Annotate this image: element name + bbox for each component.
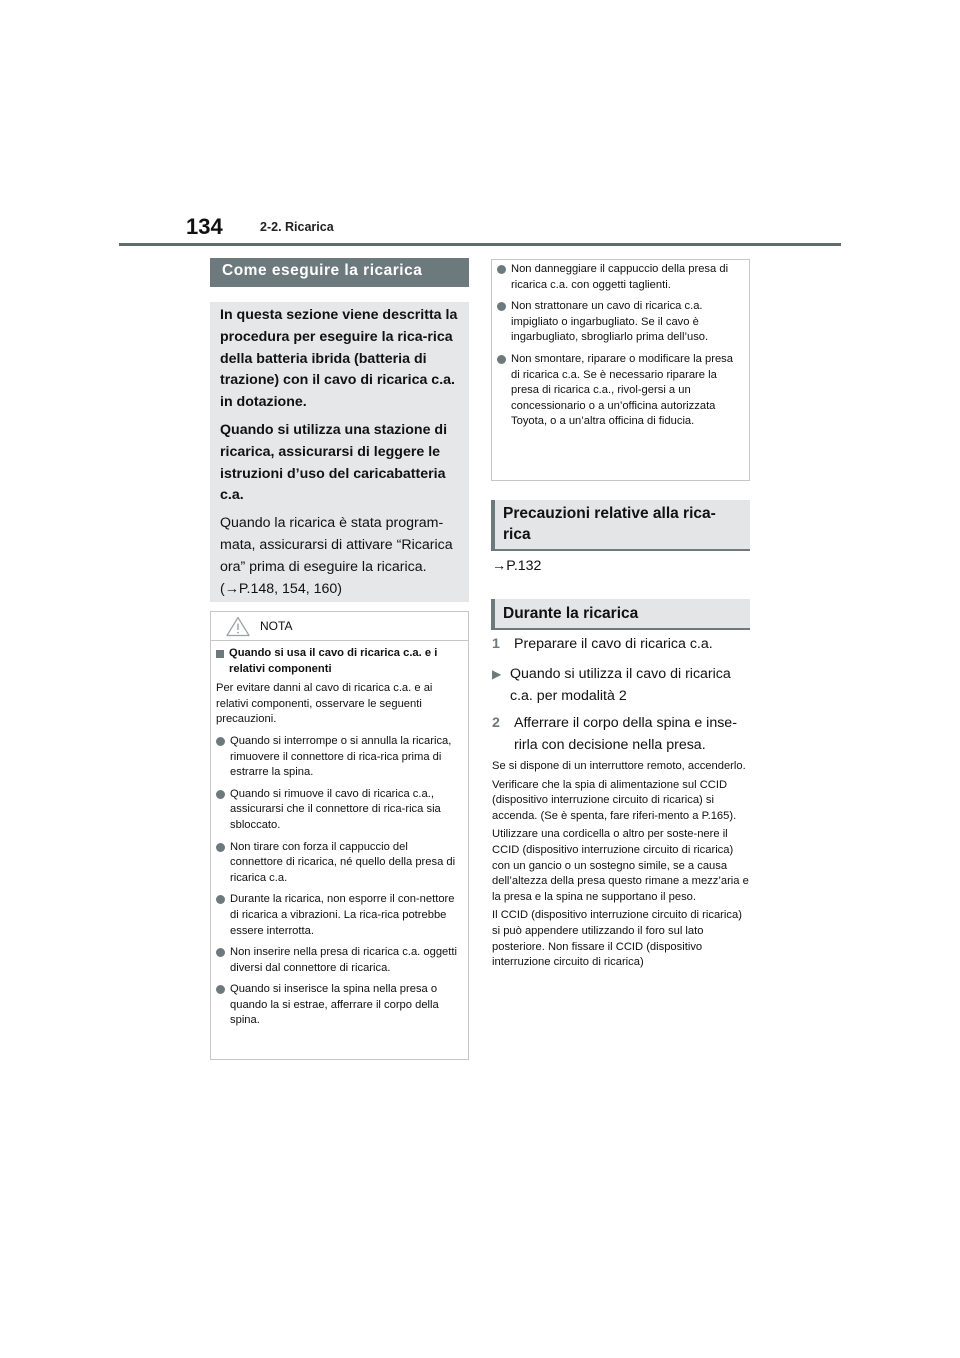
nota-header (211, 612, 468, 641)
continuation-bullet-list (497, 262, 743, 430)
step-1 (492, 636, 713, 652)
list-item: Quando si rimuove il cavo di ricarica c.a., assicurarsi che il connettore di rica-rica sia sbloccato. (216, 787, 462, 834)
step-number: 1 (492, 636, 500, 652)
section-label: 2-2. Ricarica (260, 220, 334, 234)
nota-continuation-box (491, 259, 750, 481)
page-reference: →P.132 (492, 558, 542, 574)
list-item: Durante la ricarica, non esporre il con-nettore di ricarica a vibrazioni. La rica-rica potrebbe essere interrotta. (216, 892, 462, 939)
paragraph: Se si dispone di un interruttore remoto, accenderlo. (492, 760, 746, 772)
bullet-icon (216, 985, 225, 994)
step-text: Afferrare il corpo della spina e inse-rirla con decisione nella presa. (514, 715, 737, 753)
header-rule (119, 243, 841, 246)
paragraph: Utilizzare una cordicella o altro per soste-nere il CCID (dispositivo interruzione circuito di ricarica) con un gancio o un sostegno simile, se a causa dell’altezza della presa questo rimane a mezz’aria e la presa e la spina ne supportano il peso. (492, 828, 749, 903)
list-item: Quando si inserisce la spina nella presa o quando la si estrae, afferrare il corpo della spina. (216, 982, 462, 1029)
list-item: Non strattonare un cavo di ricarica c.a. impigliato o ingarbugliato. Se il cavo è ingarbugliato, sbrogliarlo prima dell’uso. (497, 299, 743, 346)
bullet-icon (497, 265, 506, 274)
section-title-precauzioni: Precauzioni relative alla rica-rica (491, 500, 750, 551)
intro-paragraph-3: Quando la ricarica è stata program-mata, assicurarsi di attivare “Ricarica ora” prima di eseguire la ricarica. (→P.148, 154, 160) (220, 515, 453, 597)
bullet-icon (216, 948, 225, 957)
warning-triangle-icon (226, 616, 250, 637)
paragraph: Il CCID (dispositivo interruzione circuito di ricarica) si può appendere utilizzando il foro sul lato posteriore. Non fissare il CCID (dispositivo interruzione circuito di ricarica) (492, 909, 742, 969)
step-text: Preparare il cavo di ricarica c.a. (514, 636, 713, 652)
section-title-durante: Durante la ricarica (491, 599, 750, 630)
page-number: 134 (186, 214, 223, 239)
list-item: Non danneggiare il cappuccio della presa di ricarica c.a. con oggetti taglienti. (497, 262, 743, 293)
bullet-icon (216, 843, 225, 852)
triangle-right-icon: ▶ (492, 667, 502, 681)
mode-condition (492, 663, 752, 707)
section-title-come-eseguire: Come eseguire la ricarica (210, 258, 469, 287)
step-number: 2 (492, 715, 500, 731)
intro-box (210, 302, 469, 602)
nota-heading: Quando si usa il cavo di ricarica c.a. e i relativi componenti (216, 646, 462, 677)
nota-bullet-list (216, 734, 462, 1029)
mode-text: Quando si utilizza il cavo di ricarica c.a. per modalità 2 (510, 666, 731, 704)
list-item: Quando si interrompe o si annulla la ricarica, rimuovere il connettore di rica-rica prima di estrarre la spina. (216, 734, 462, 781)
paragraph: Verificare che la spia di alimentazione sul CCID (dispositivo interruzione circuito di ricarica) si accenda. (Se è spenta, fare riferi-mento a P.165). (492, 778, 737, 822)
heading-accent-bar (491, 500, 495, 551)
list-item: Non smontare, riparare o modificare la presa di ricarica c.a. Se è necessario riparare la presa di ricarica c.a., rivol-gersi a un concessionario o a un’officina autorizzata Toyota, o a un’altra officina di fiducia. (497, 352, 743, 430)
step-2 (492, 712, 752, 756)
bullet-icon (497, 355, 506, 364)
bullet-icon (216, 895, 225, 904)
heading-accent-bar (491, 599, 495, 630)
intro-paragraph-2: Quando si utilizza una stazione di ricarica, assicurarsi di leggere le istruzioni d’uso del caricabatteria c.a. (220, 421, 448, 504)
list-item: Non inserire nella presa di ricarica c.a. oggetti diversi dal connettore di ricarica. (216, 945, 462, 976)
intro-paragraph-1: In questa sezione viene descritta la procedura per eseguire la rica-rica della batteria ibrida (batteria di trazione) con il cavo di ricarica c.a. in dotazione. (220, 307, 458, 411)
nota-box (210, 611, 469, 1060)
nota-body (211, 641, 468, 1029)
nota-label: NOTA (260, 619, 293, 633)
list-item: Non tirare con forza il cappuccio del connettore di ricarica, né quello della presa di ricarica c.a. (216, 840, 462, 887)
nota-intro: Per evitare danni al cavo di ricarica c.a. e ai relativi componenti, osservare le seguenti precauzioni. (216, 682, 433, 726)
bullet-icon (497, 302, 506, 311)
bullet-icon (216, 737, 225, 746)
bullet-icon (216, 790, 225, 799)
step-2-details (492, 759, 750, 974)
